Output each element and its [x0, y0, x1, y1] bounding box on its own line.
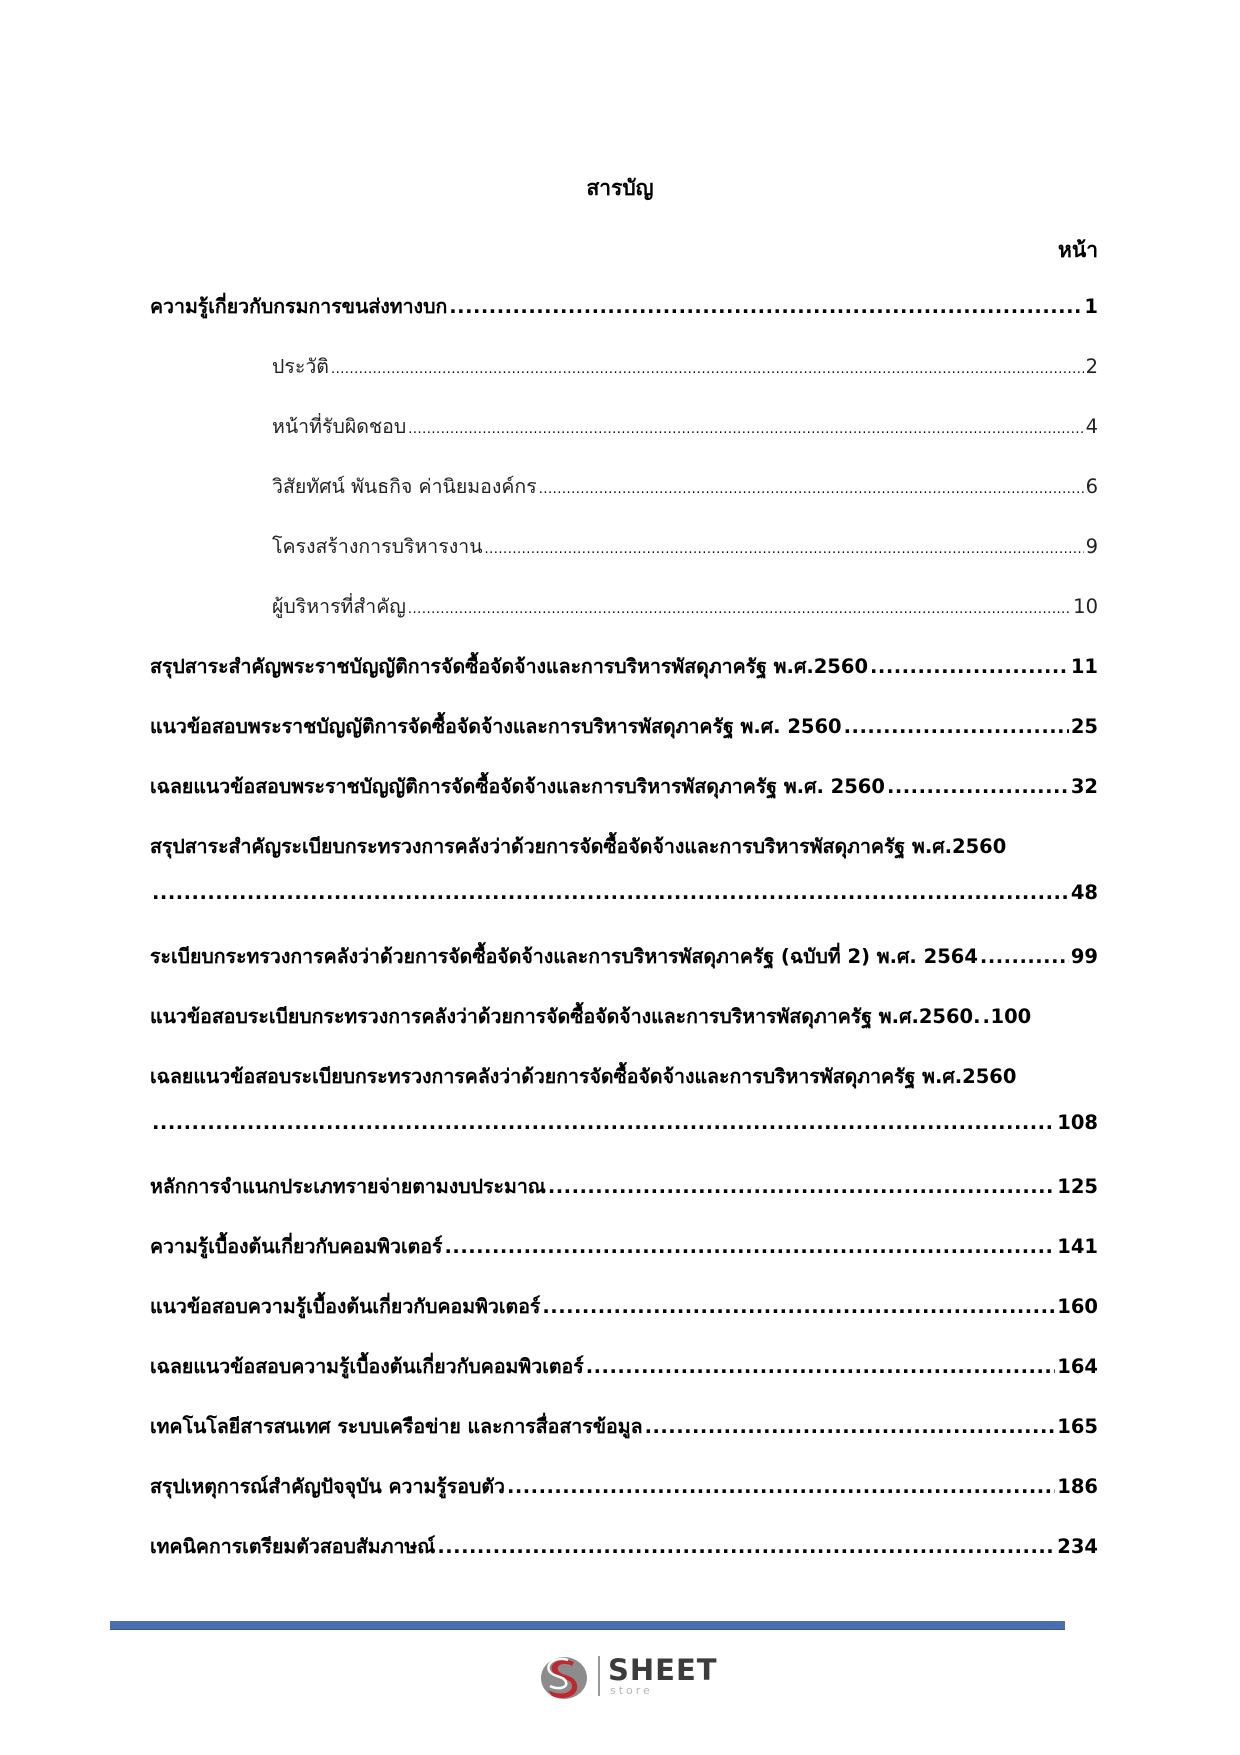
dot-leader — [152, 1111, 1055, 1134]
toc-entry[interactable] — [150, 771, 1098, 802]
dot-leader — [485, 535, 1084, 558]
toc-entry-page: 125 — [1057, 1175, 1098, 1198]
toc-entry[interactable] — [150, 1471, 1098, 1502]
dot-leader — [844, 715, 1069, 738]
toc-subentry[interactable] — [272, 591, 1098, 622]
logo-main-text: SHEET — [608, 1653, 718, 1687]
dot-leader — [437, 1535, 1055, 1558]
toc-entry-page: 10 — [1073, 595, 1098, 618]
toc-title: สารบัญ — [586, 176, 654, 200]
toc-entry-page: 165 — [1057, 1415, 1098, 1438]
toc-subentry[interactable] — [272, 411, 1098, 442]
toc-entry-continuation[interactable] — [150, 881, 1098, 904]
dot-leader — [586, 1355, 1056, 1378]
dot-leader — [408, 595, 1071, 618]
toc-entry-continuation[interactable] — [150, 1111, 1098, 1134]
toc-entry-page: 9 — [1085, 535, 1098, 558]
toc-entry-label: เทคโนโลยีสารสนเทศ ระบบเครือข่าย และการสื่อสารข้อมูล — [150, 1415, 643, 1438]
toc-entry-label: ความรู้เกี่ยวกับกรมการขนส่งทางบก — [150, 295, 448, 318]
toc-entry-page: 108 — [1057, 1111, 1098, 1134]
toc-entry-label: แนวข้อสอบความรู้เบื้องต้นเกี่ยวกับคอมพิวเตอร์ — [150, 1295, 541, 1318]
toc-entry-label: ความรู้เบื้องต้นเกี่ยวกับคอมพิวเตอร์ — [150, 1235, 443, 1258]
toc-entry-label: เฉลยแนวข้อสอบความรู้เบื้องต้นเกี่ยวกับคอมพิวเตอร์ — [150, 1355, 584, 1378]
toc-entry-label: โครงสร้างการบริหารงาน — [272, 535, 483, 558]
dot-leader — [539, 475, 1084, 498]
toc-entry[interactable] — [150, 1411, 1098, 1442]
toc-entry-page: 1 — [1084, 295, 1098, 318]
toc-entry-page: 6 — [1085, 475, 1098, 498]
toc-entry-label: สรุปสาระสำคัญพระราชบัญญัติการจัดซื้อจัดจ้างและการบริหารพัสดุภาครัฐ พ.ศ.2560 — [150, 655, 869, 678]
toc-entry-page: 234 — [1057, 1535, 1098, 1558]
toc-entry[interactable] — [150, 1291, 1098, 1322]
dot-leader — [645, 1415, 1056, 1438]
toc-entry[interactable] — [150, 1231, 1098, 1262]
toc-entry[interactable] — [150, 1171, 1098, 1202]
toc-entry-label: ผู้บริหารที่สำคัญ — [272, 595, 406, 618]
toc-entry-page: 160 — [1057, 1295, 1098, 1318]
logo-wordmark — [608, 1653, 718, 1697]
logo-sub-text: store — [610, 1684, 653, 1697]
dot-leader — [983, 1005, 989, 1028]
toc-entry-label: หลักการจำแนกประเภทรายจ่ายตามงบประมาณ — [150, 1175, 546, 1198]
toc-entry-page: 25 — [1070, 715, 1098, 738]
dot-leader — [449, 295, 1082, 318]
toc-entry-page: 141 — [1057, 1235, 1098, 1258]
toc-subentry[interactable] — [272, 351, 1098, 382]
toc-entry[interactable] — [150, 291, 1098, 322]
toc-entry-page: 4 — [1085, 415, 1098, 438]
toc-entry-label: สรุปเหตุการณ์สำคัญปัจจุบัน ความรู้รอบตัว — [150, 1475, 505, 1498]
logo-separator — [598, 1656, 600, 1696]
toc-subentry[interactable] — [272, 531, 1098, 562]
dot-leader — [548, 1175, 1055, 1198]
toc-entry[interactable] — [150, 941, 1098, 972]
toc-entry-label-wrapped[interactable]: เฉลยแนวข้อสอบระเบียบกระทรวงการคลังว่าด้วยการจัดซื้อจัดจ้างและการบริหารพัสดุภาครัฐ พ.ศ.2560 — [150, 1065, 1017, 1088]
dot-leader — [152, 881, 1069, 904]
toc-entry[interactable] — [150, 1531, 1098, 1562]
dot-leader — [445, 1235, 1056, 1258]
toc-entry[interactable] — [150, 651, 1098, 682]
dot-leader — [542, 1295, 1055, 1318]
toc-entry-label: ประวัติ — [272, 355, 329, 378]
toc-entry-page: 11 — [1070, 655, 1098, 678]
toc-entry[interactable] — [150, 711, 1098, 742]
toc-entry-label: หน้าที่รับผิดชอบ — [272, 415, 407, 438]
toc-entry-page: 100 — [990, 1005, 1032, 1028]
dot-leader — [870, 655, 1069, 678]
toc-entry-page: 186 — [1057, 1475, 1098, 1498]
toc-entry-label: แนวข้อสอบระเบียบกระทรวงการคลังว่าด้วยการจัดซื้อจัดจ้างและการบริหารพัสดุภาครัฐ พ.ศ.2560. — [150, 1005, 981, 1028]
toc-subentry[interactable] — [272, 471, 1098, 502]
dot-leader — [980, 945, 1069, 968]
dot-leader — [408, 415, 1083, 438]
footer-rule — [110, 1621, 1065, 1630]
toc-entry-page: 2 — [1085, 355, 1098, 378]
dot-leader — [507, 1475, 1055, 1498]
page-column-header: หน้า — [1058, 238, 1098, 262]
toc-entry-label: เฉลยแนวข้อสอบพระราชบัญญัติการจัดซื้อจัดจ้างและการบริหารพัสดุภาครัฐ พ.ศ. 2560 — [150, 775, 885, 798]
toc-entry-page: 48 — [1070, 881, 1098, 904]
dot-leader — [331, 355, 1084, 378]
toc-entry[interactable] — [150, 1001, 1098, 1032]
toc-entry-page: 99 — [1070, 945, 1098, 968]
dot-leader — [887, 775, 1069, 798]
toc-entry-label-wrapped[interactable]: สรุปสาระสำคัญระเบียบกระทรวงการคลังว่าด้วยการจัดซื้อจัดจ้างและการบริหารพัสดุภาครัฐ พ.ศ.2560 — [150, 835, 1007, 858]
toc-entry-label: วิสัยทัศน์ พันธกิจ ค่านิยมองค์กร — [272, 475, 537, 498]
toc-entry-label: เทคนิคการเตรียมตัวสอบสัมภาษณ์ — [150, 1535, 436, 1558]
sheet-store-s-logo-icon — [538, 1650, 590, 1702]
toc-entry-label: ระเบียบกระทรวงการคลังว่าด้วยการจัดซื้อจัดจ้างและการบริหารพัสดุภาครัฐ (ฉบับที่ 2) พ.ศ. 2564 — [150, 945, 978, 968]
toc-entry-label: แนวข้อสอบพระราชบัญญัติการจัดซื้อจัดจ้างและการบริหารพัสดุภาครัฐ พ.ศ. 2560 — [150, 715, 842, 738]
sheet-store-logo — [538, 1650, 718, 1702]
toc-entry-page: 164 — [1057, 1355, 1098, 1378]
toc-entry-page: 32 — [1070, 775, 1098, 798]
toc-entry[interactable] — [150, 1351, 1098, 1382]
